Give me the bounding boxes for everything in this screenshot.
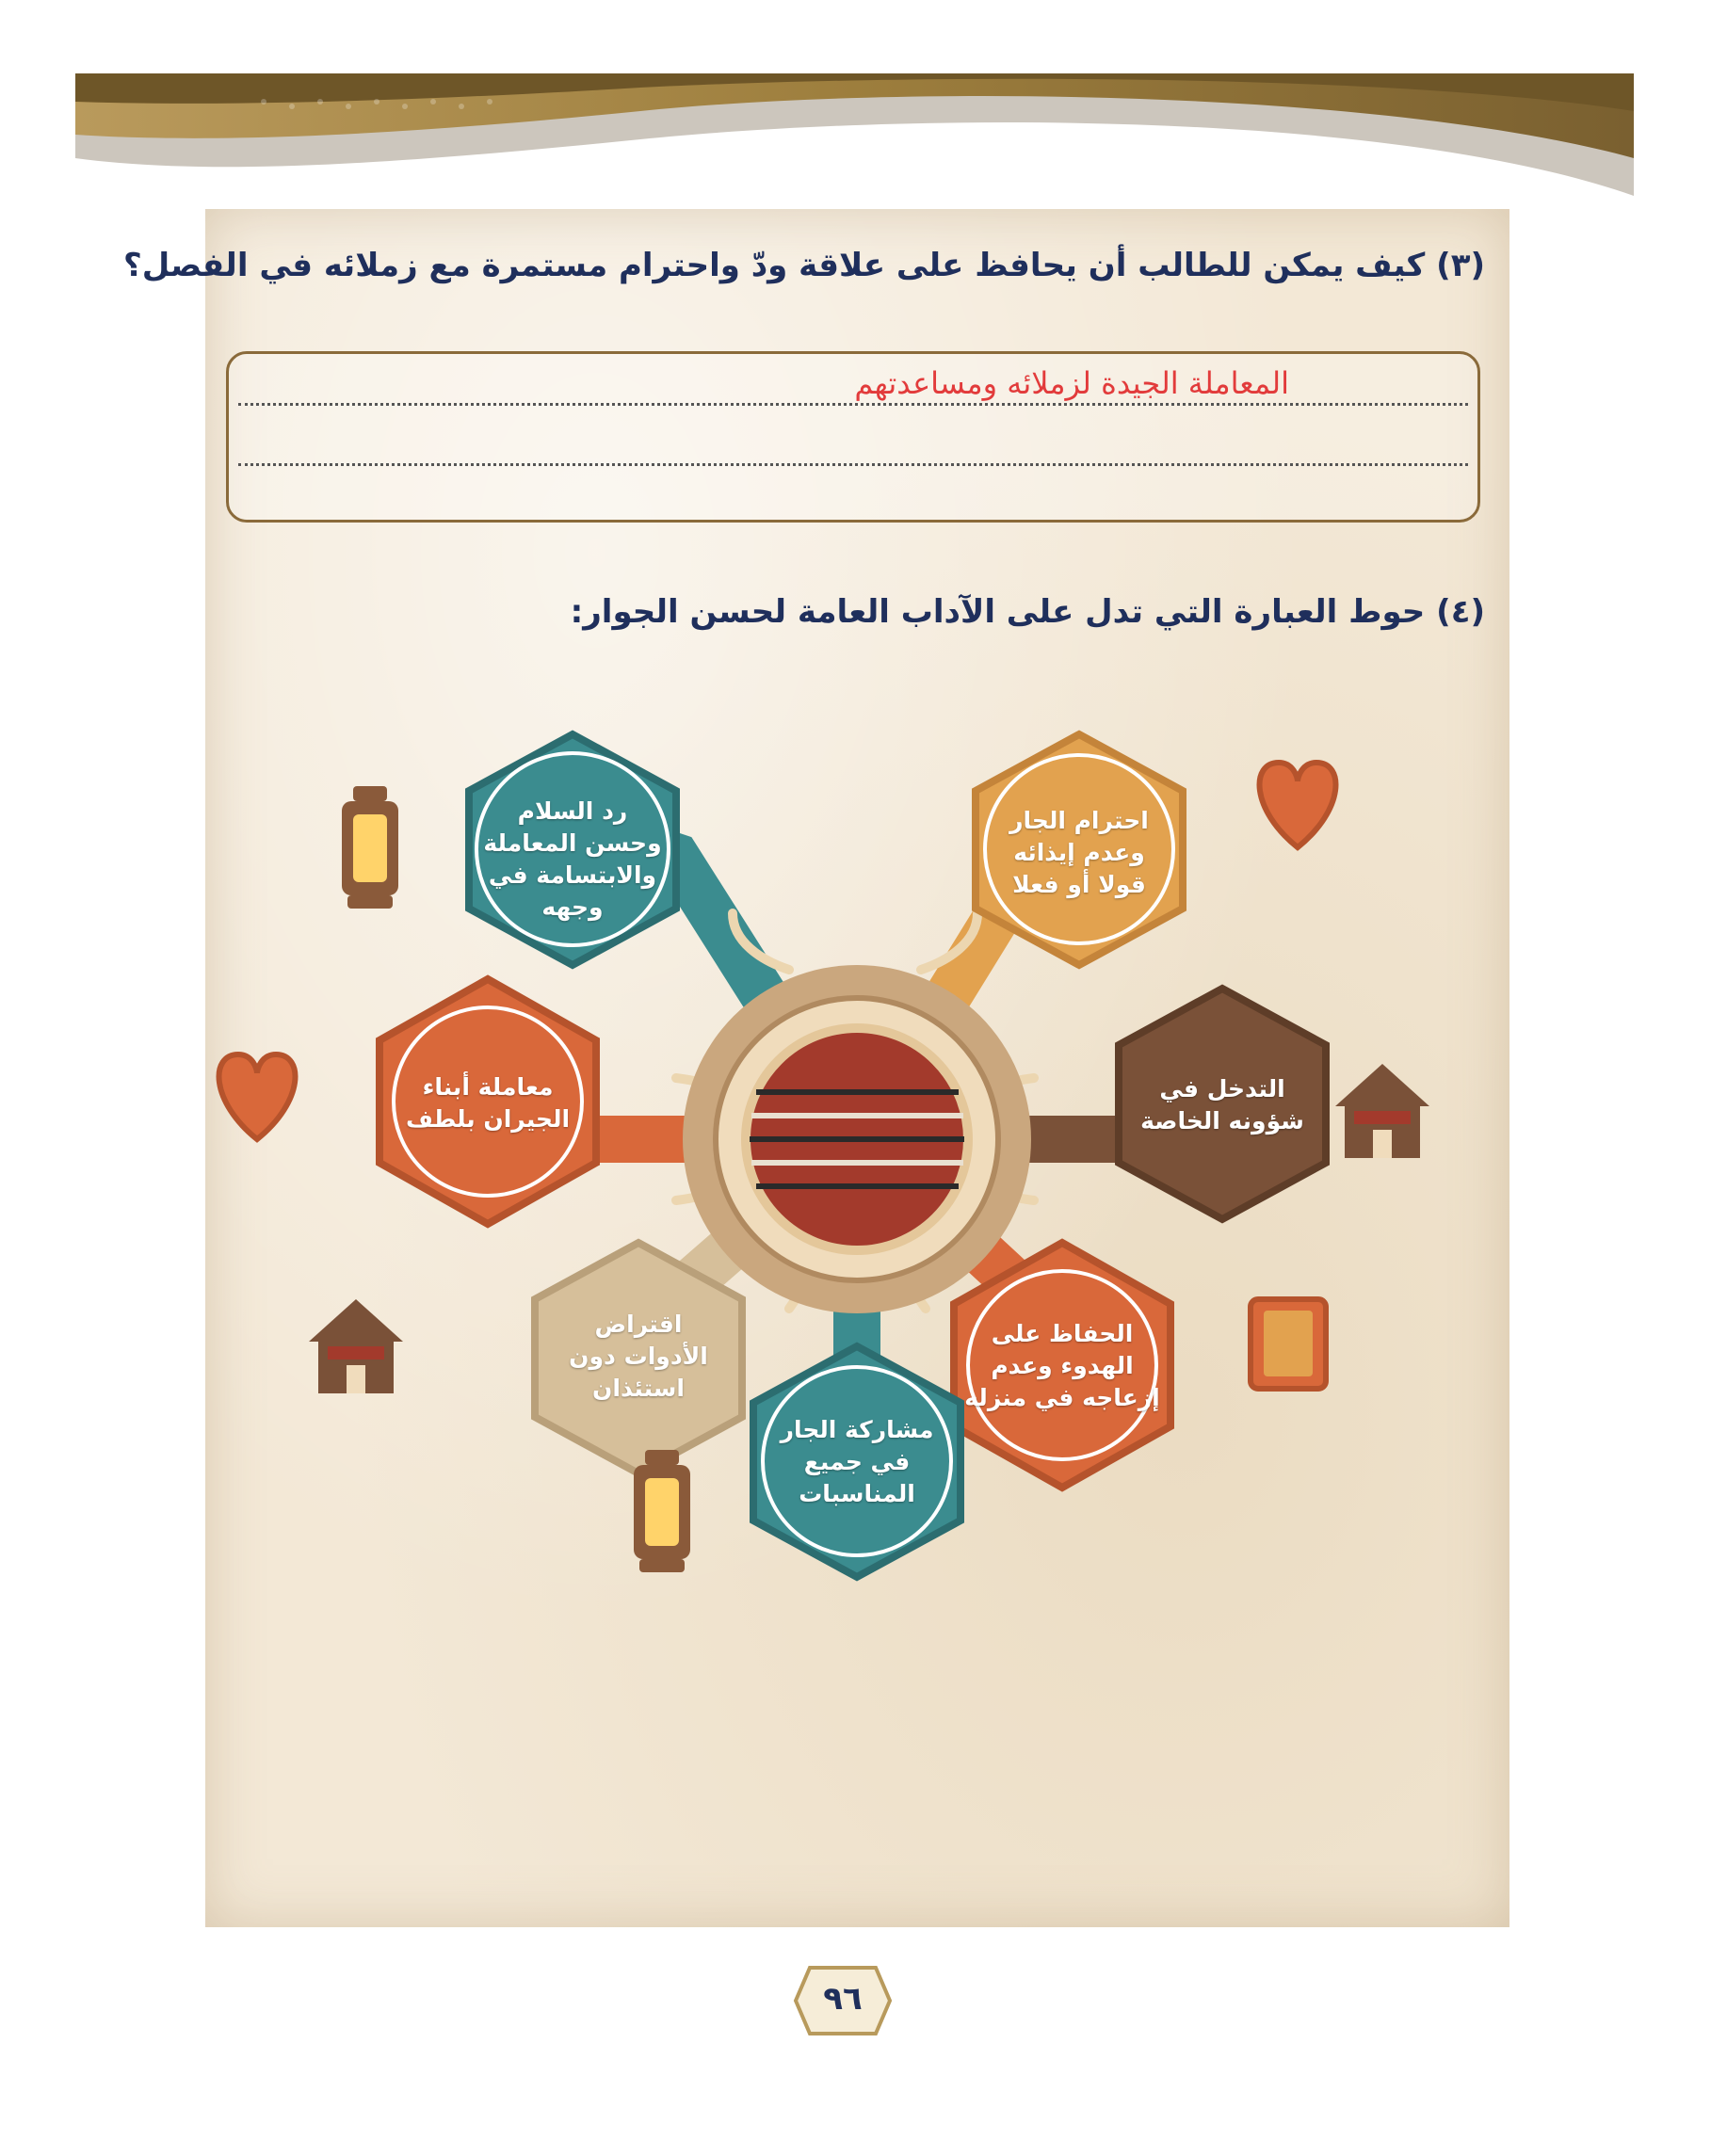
hex-label-bottom-left: اقتراض الأدوات دون استئذان (569, 1311, 708, 1402)
hex-label-mid-right: التدخل في شؤونه الخاصة (1140, 1075, 1304, 1134)
hex-label-top-right: احترام الجار وعدم إيذائه قولا أو فعلا (1009, 807, 1149, 898)
question-4-title: (٤) حوط العبارة التي تدل على الآداب العامة لحسن الجوار: (570, 593, 1485, 631)
hex-label-mid-left: معاملة أبناء الجيران بلطف (405, 1073, 571, 1133)
question-3-title: (٣) كيف يمكن للطالب أن يحافظ على علاقة ودّ واحترام مستمرة مع زملائه في الفصل؟ (123, 247, 1485, 284)
answer-box[interactable] (226, 351, 1480, 523)
heart-icon (1260, 763, 1336, 847)
hex-label-bottom-right: الحفاظ على الهدوء وعدم إزعاجه في منزله (964, 1320, 1160, 1411)
infographic-graphics (205, 697, 1509, 1732)
answer-line-1 (238, 403, 1468, 406)
house-icon (309, 1299, 403, 1393)
handwritten-answer: المعاملة الجيدة لزملائه ومساعدتهم (854, 365, 1289, 401)
lantern-icon (634, 1450, 690, 1572)
page-number: ٩٦ (823, 1980, 863, 2018)
top-banner (75, 73, 1634, 196)
hex-label-bottom-center: مشاركة الجار في جميع المناسبات (780, 1416, 934, 1507)
heart-icon (219, 1054, 296, 1139)
house-icon (1335, 1064, 1429, 1158)
neighbor-etiquette-infographic (205, 697, 1509, 1732)
center-medallion (683, 965, 1031, 1313)
book-icon (1251, 1299, 1326, 1389)
answer-line-2 (238, 463, 1468, 466)
lantern-icon (342, 786, 398, 909)
hex-label-top-left: رد السلام وحسن المعاملة والابتسامة في وجهه (483, 797, 662, 921)
page-number-badge (791, 1963, 895, 2038)
